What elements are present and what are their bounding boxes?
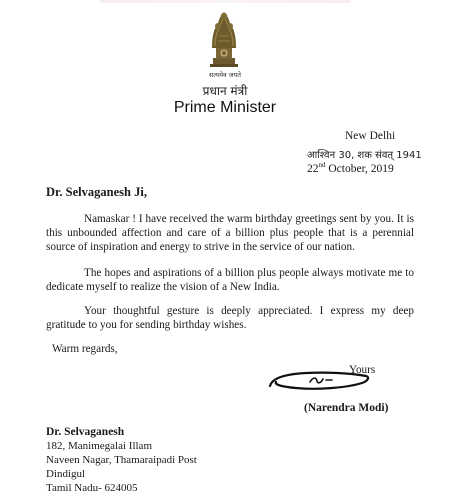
valediction: Yours [349, 364, 376, 376]
signature-icon [266, 364, 376, 400]
date-day: 22 [307, 162, 319, 175]
recipient-name: Dr. Selvaganesh [46, 426, 125, 438]
emblem-motto: सत्यमेव जयते [209, 71, 241, 79]
signatory-name: (Narendra Modi) [304, 402, 389, 414]
national-emblem-icon [204, 6, 244, 68]
dateline-date [307, 161, 394, 175]
recipient-address-line: Naveen Nagar, Thamaraipadi Post [46, 454, 197, 466]
recipient-address-line: Dindigul [46, 468, 86, 480]
paragraph-text: Your thoughtful gesture is deeply appreciated. I express my deep gratitude to you for sending birthday wishes. [46, 305, 414, 332]
dateline-place: New Delhi [345, 130, 396, 142]
bleed-through-strip [100, 0, 350, 3]
office-title-hindi: प्रधान मंत्री [202, 84, 248, 98]
salutation: Dr. Selvaganesh Ji, [46, 185, 147, 199]
body-paragraph [46, 266, 414, 294]
recipient-address-line: Tamil Nadu- 624005 [46, 482, 138, 494]
closing: Warm regards, [52, 343, 118, 355]
body-paragraph [46, 304, 414, 332]
paragraph-text: The hopes and aspirations of a billion plus people always motivate me to dedicate myself to realize the vision of a New India. [46, 267, 414, 294]
dateline-hindi-date: आश्विन 30, शक संवत् 1941 [307, 150, 422, 161]
office-title: Prime Minister [173, 99, 277, 116]
date-month-year: October, 2019 [325, 162, 394, 175]
date-suffix: nd [318, 161, 326, 169]
paragraph-text: Namaskar ! I have received the warm birthday greetings sent by you. It is this unbounded affection and care of a billion plus people that is a perennial source of inspiration and energy to strive in the service of our nation. [46, 213, 414, 254]
recipient-address-line: 182, Manimegalai Illam [46, 440, 152, 452]
body-paragraph [46, 212, 414, 255]
